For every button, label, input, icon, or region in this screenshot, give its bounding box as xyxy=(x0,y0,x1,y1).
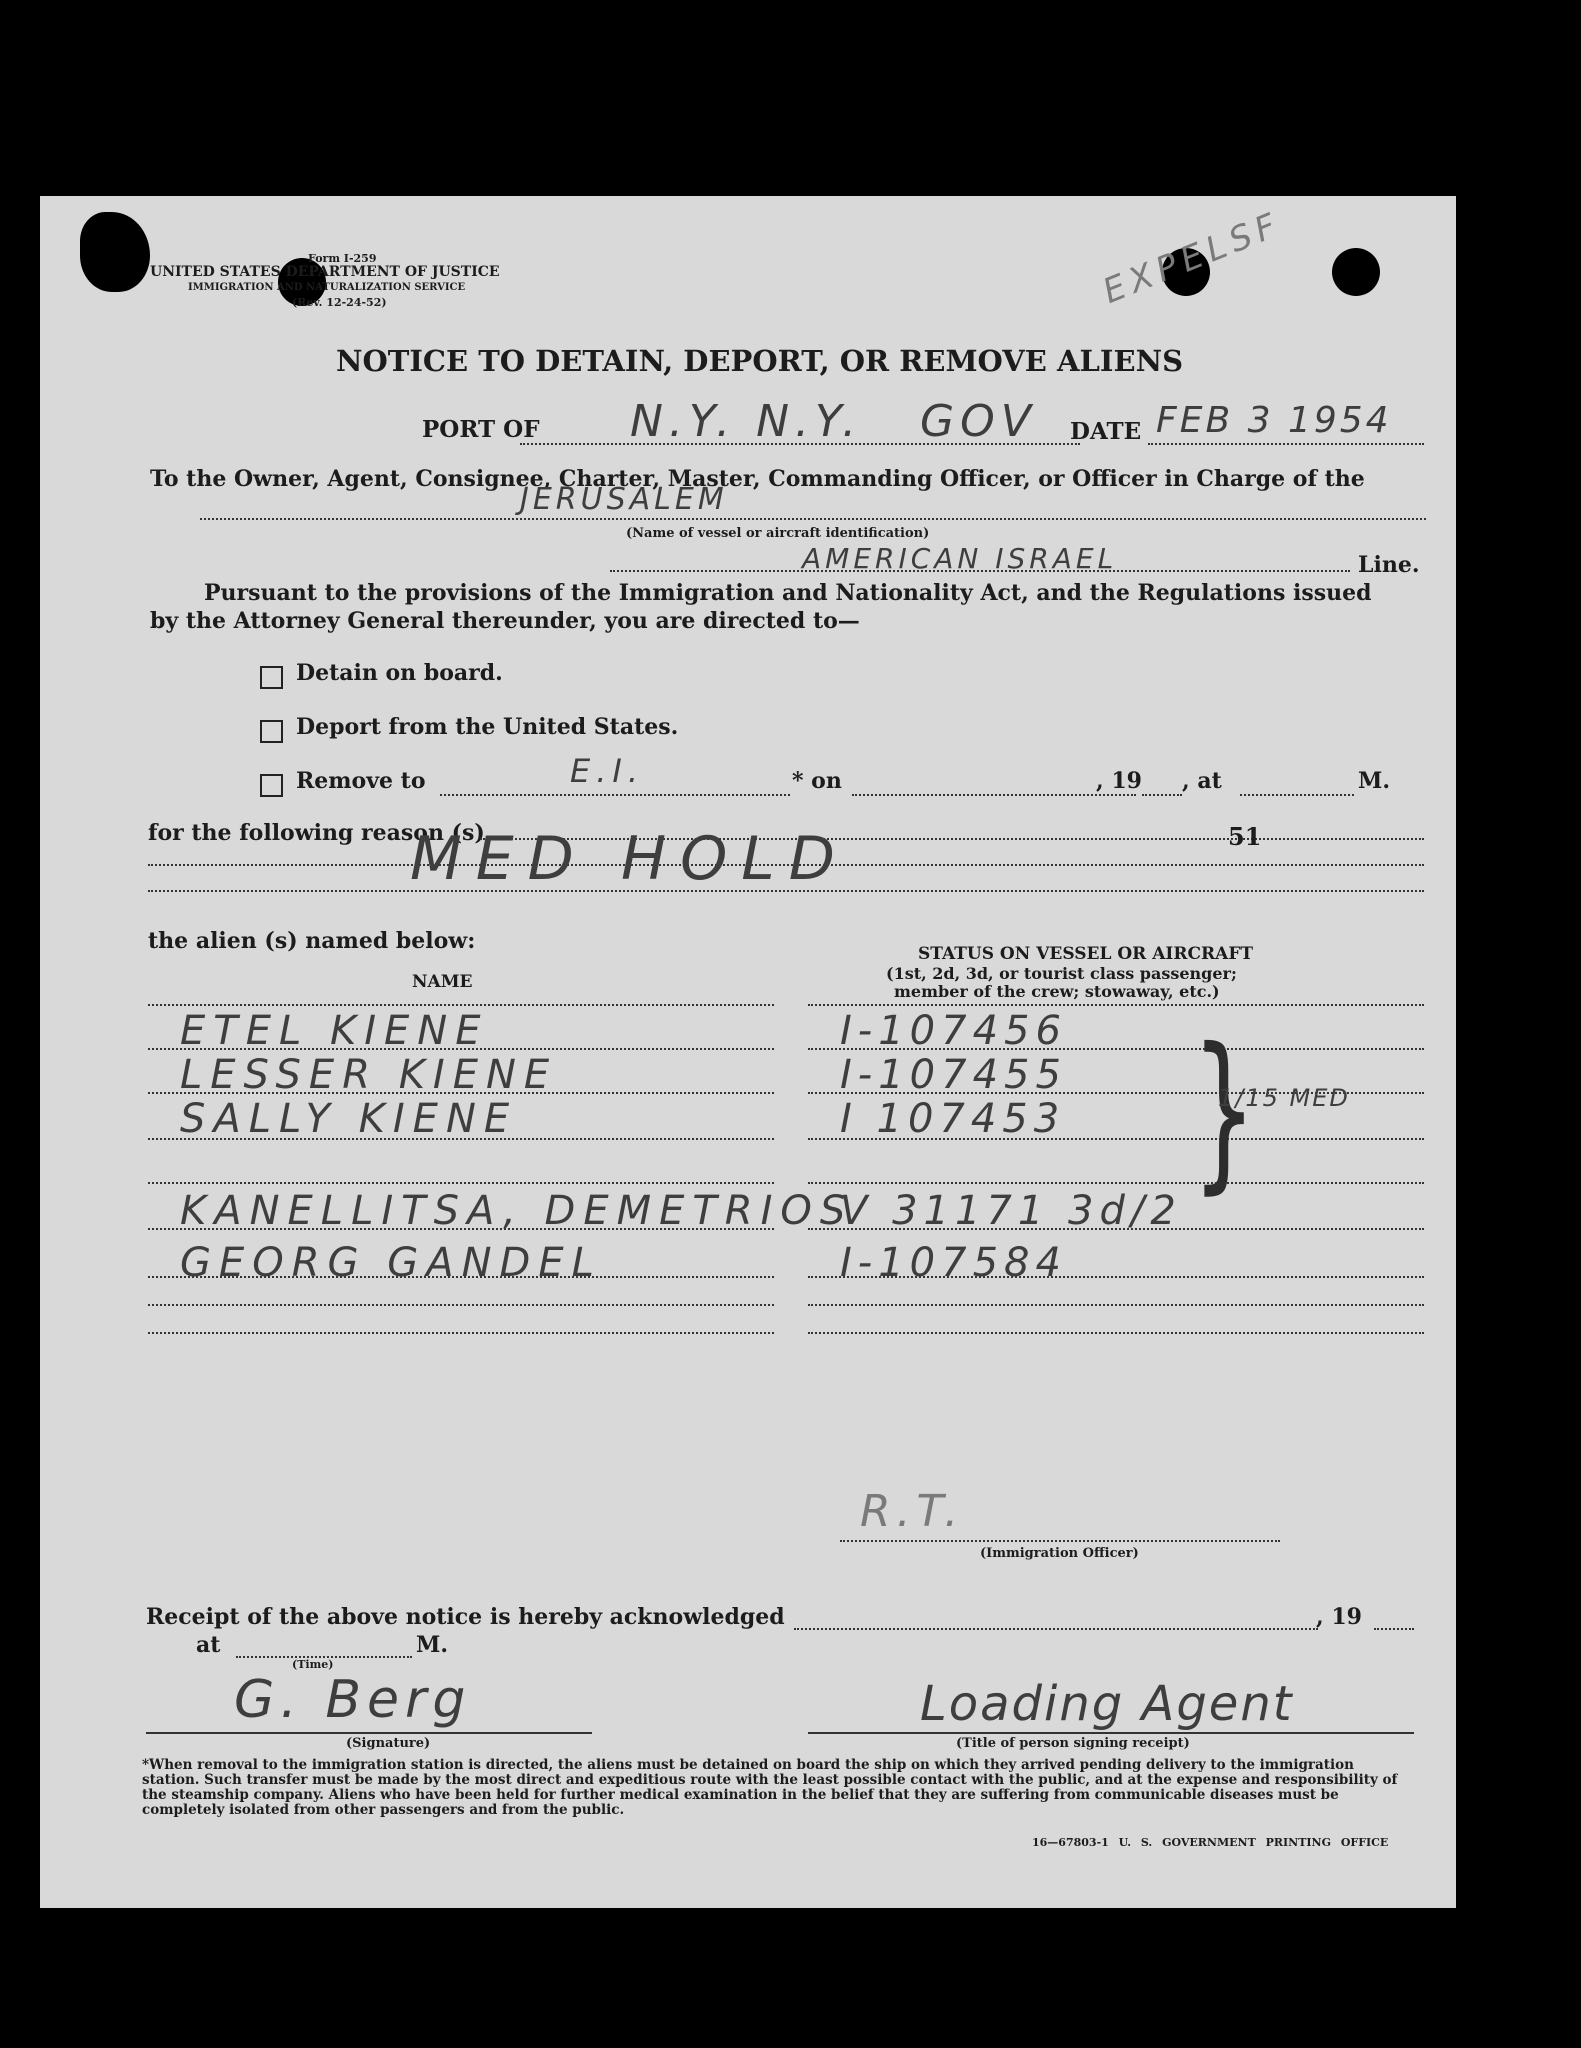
form-title: NOTICE TO DETAIN, DEPORT, OR REMOVE ALIENS xyxy=(336,344,1184,378)
remove-field-line xyxy=(440,794,790,796)
status-header-1: STATUS ON VESSEL OR AIRCRAFT xyxy=(918,944,1254,964)
pursuant-line-1: Pursuant to the provisions of the Immigration and Nationality Act, and the Regulations issued xyxy=(204,580,1372,606)
name-row-line xyxy=(148,1304,774,1306)
receipt-year-line xyxy=(1374,1628,1414,1630)
aliens-label: the alien (s) named below: xyxy=(148,928,476,954)
expelled-stamp: EXPELSF xyxy=(1097,204,1288,312)
name-row-line xyxy=(148,1182,774,1184)
date-label: DATE xyxy=(1070,418,1142,445)
name-row-line xyxy=(148,1004,774,1006)
officer-caption: (Immigration Officer) xyxy=(980,1546,1139,1561)
title-value: Loading Agent xyxy=(920,1676,1294,1732)
detain-checkbox[interactable] xyxy=(260,666,283,689)
alien-name[interactable]: GEORG GANDEL xyxy=(180,1240,602,1286)
on-date-field-line xyxy=(852,794,1136,796)
pursuant-line-2: by the Attorney General thereunder, you are directed to— xyxy=(150,608,860,634)
title-caption: (Title of person signing receipt) xyxy=(956,1736,1190,1751)
remove-value[interactable]: E.I. xyxy=(570,752,644,790)
remove-label: Remove to xyxy=(296,768,426,794)
officer-signature: R.T. xyxy=(860,1486,965,1537)
port-value[interactable]: N.Y. N.Y. xyxy=(630,396,863,447)
vessel-caption: (Name of vessel or aircraft identification) xyxy=(626,526,930,541)
vessel-value[interactable]: JERUSALEM xyxy=(520,482,728,517)
reason-code: 51 xyxy=(1228,822,1262,851)
bracket-note: 1/15 MED xyxy=(1218,1084,1350,1112)
punch-hole-right-2 xyxy=(1332,248,1380,296)
signature-line xyxy=(146,1732,592,1734)
receipt-year: , 19 xyxy=(1316,1604,1362,1630)
port-label: PORT OF xyxy=(422,416,540,443)
reason-label: for the following reason (s) xyxy=(148,820,485,846)
receipt-date-line xyxy=(794,1628,1318,1630)
alien-status[interactable]: I-107584 xyxy=(840,1240,1067,1286)
agency-line-2: IMMIGRATION AND NATURALIZATION SERVICE xyxy=(188,282,466,293)
status-header-2: (1st, 2d, 3d, or tourist class passenger; xyxy=(886,964,1237,983)
alien-status[interactable]: I-107455 xyxy=(840,1052,1067,1098)
status-row-line xyxy=(808,1004,1424,1006)
printer-line: 16—67803-1 U. S. GOVERNMENT PRINTING OFFICE xyxy=(1032,1836,1389,1849)
status-row-line xyxy=(808,1332,1424,1334)
m-label: M. xyxy=(1358,768,1391,794)
alien-name[interactable]: SALLY KIENE xyxy=(180,1096,518,1142)
alien-status[interactable]: V 31171 3d/2 xyxy=(840,1188,1182,1234)
form-sheet xyxy=(40,196,1456,1908)
alien-name[interactable]: LESSER KIENE xyxy=(180,1052,558,1098)
year-field-line xyxy=(1142,794,1182,796)
status-row-line xyxy=(808,1182,1424,1184)
bracket-brace: } xyxy=(1191,1012,1257,1210)
gov-mark: GOV xyxy=(920,396,1037,447)
remove-checkbox[interactable] xyxy=(260,774,283,797)
receipt-text: Receipt of the above notice is hereby acknowledged xyxy=(146,1604,785,1630)
title-line xyxy=(808,1732,1414,1734)
detain-label: Detain on board. xyxy=(296,660,503,686)
at-field-line xyxy=(1240,794,1354,796)
addressee-text: To the Owner, Agent, Consignee, Charter, Master, Commanding Officer, or Officer in Charge of the xyxy=(150,466,1365,492)
time-caption: (Time) xyxy=(292,1658,334,1671)
deport-label: Deport from the United States. xyxy=(296,714,679,740)
date-value[interactable]: FEB 3 1954 xyxy=(1156,400,1392,441)
alien-name[interactable]: KANELLITSA, DEMETRIOS xyxy=(180,1188,854,1234)
footnote: *When removal to the immigration station is directed, the aliens must be detained on board the ship on which they arrived pending delivery to the immigration station. Such transfer must be made by the most direct and expeditious route with the least possible contact with the public, and at the expense and responsibility of the steamship company. Aliens who have been held for further medical examination in the belief that they are suffering from communicable diseases must be completely isolated from other passengers and from the public. xyxy=(142,1757,1398,1818)
receipt-at: at xyxy=(196,1632,221,1658)
vessel-field-line xyxy=(200,518,1426,520)
on-label: * on xyxy=(792,768,842,794)
agency-line-1: UNITED STATES DEPARTMENT OF JUSTICE xyxy=(150,264,500,280)
receipt-m: M. xyxy=(416,1632,449,1658)
line-label: Line. xyxy=(1358,552,1420,578)
status-row-line xyxy=(808,1304,1424,1306)
name-row-line xyxy=(148,1332,774,1334)
alien-name[interactable]: ETEL KIENE xyxy=(180,1008,489,1054)
at-label: , at xyxy=(1182,768,1222,794)
torn-corner xyxy=(80,212,150,292)
status-header-3: member of the crew; stowaway, etc.) xyxy=(894,982,1220,1001)
alien-status[interactable]: I-107456 xyxy=(840,1008,1067,1054)
line-value[interactable]: AMERICAN ISRAEL xyxy=(802,542,1118,575)
form-revision: (Rev. 12-24-52) xyxy=(292,296,387,309)
name-header: NAME xyxy=(412,972,473,992)
form-number: Form I-259 xyxy=(308,252,377,265)
signature-caption: (Signature) xyxy=(346,1736,431,1751)
receipt-signature: G. Berg xyxy=(234,1670,472,1730)
reason-value[interactable]: MED HOLD xyxy=(410,824,849,894)
deport-checkbox[interactable] xyxy=(260,720,283,743)
year-label: , 19 xyxy=(1096,768,1142,794)
alien-status[interactable]: I 107453 xyxy=(840,1096,1066,1142)
officer-line xyxy=(840,1540,1280,1542)
date-field-line xyxy=(1148,443,1424,445)
